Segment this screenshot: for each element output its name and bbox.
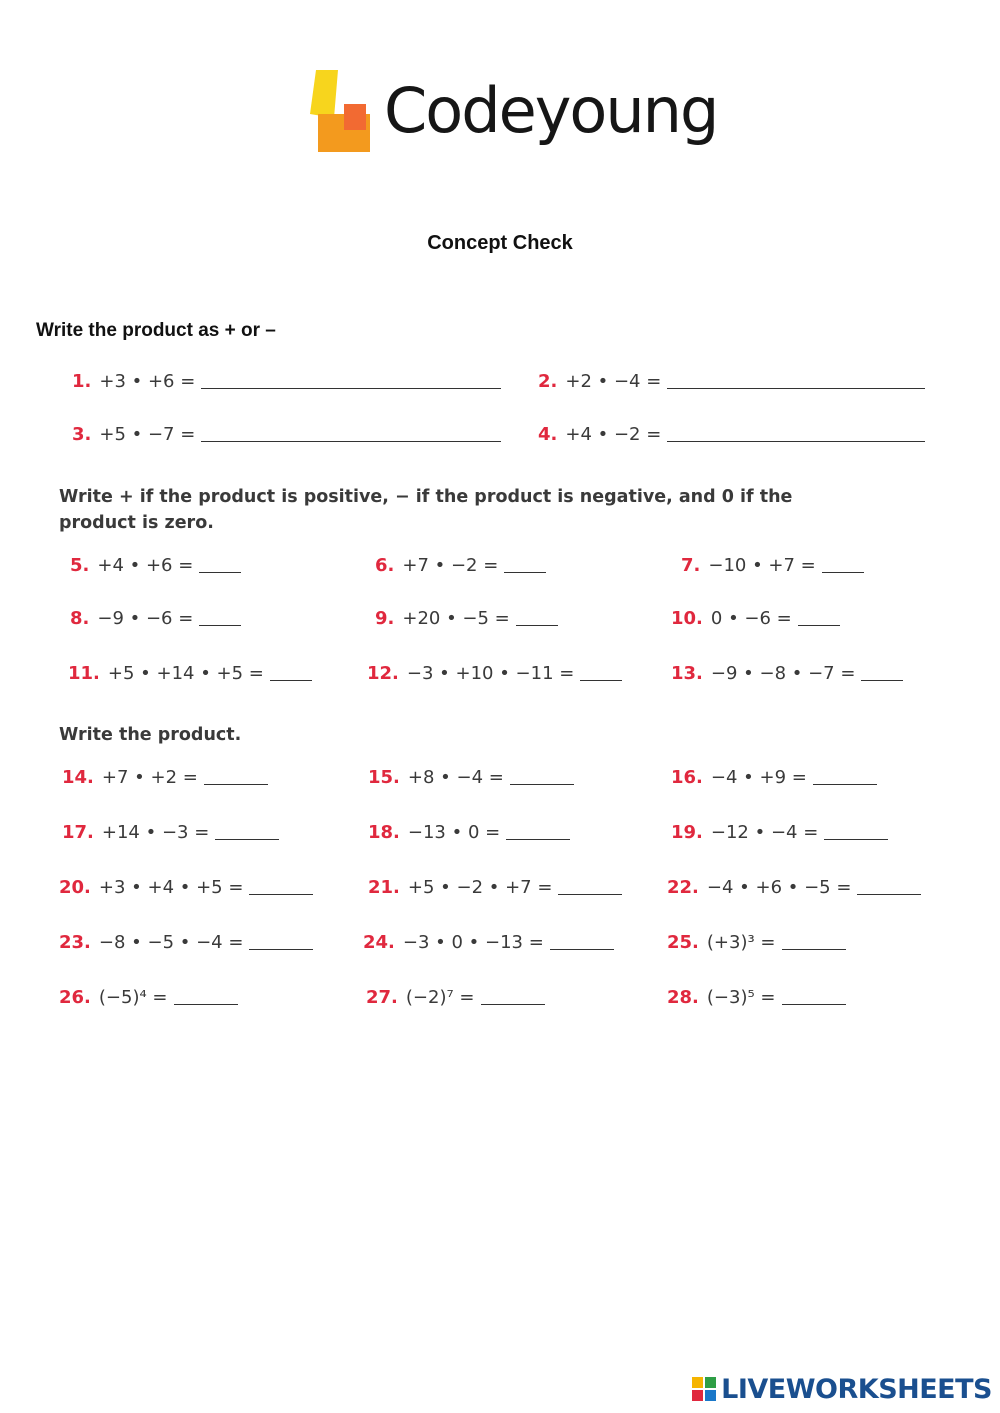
answer-blank[interactable]: [824, 838, 888, 840]
liveworksheets-logo-icon: [691, 1376, 717, 1402]
problem-number: 16.: [671, 767, 703, 788]
answer-blank[interactable]: [204, 783, 268, 785]
problem-number: 19.: [671, 822, 703, 843]
problem-expression: −4 • +9 =: [710, 767, 807, 788]
problem-expression: +3 • +6 =: [99, 371, 196, 392]
problem-18: [368, 815, 570, 843]
problem-12: [367, 656, 622, 684]
problem-expression: (+3)³ =: [706, 932, 776, 953]
codeyoung-logo: [308, 66, 718, 166]
problem-expression: −13 • 0 =: [407, 822, 501, 843]
answer-blank[interactable]: [249, 893, 313, 895]
problem-6: [375, 548, 546, 576]
section2-instruction: Write + if the product is positive, − if the product is negative, and 0 if the product is zero.: [59, 487, 793, 533]
answer-blank[interactable]: [558, 893, 622, 895]
problem-number: 23.: [59, 932, 91, 953]
problem-9: [375, 601, 558, 629]
problem-expression: −4 • +6 • −5 =: [706, 877, 852, 898]
problem-10: [671, 601, 840, 629]
problem-expression: −3 • 0 • −13 =: [402, 932, 544, 953]
problem-number: 2.: [538, 371, 558, 392]
problem-expression: +4 • −2 =: [565, 424, 662, 445]
problem-number: 7.: [681, 555, 701, 576]
problem-number: 9.: [375, 608, 395, 629]
problem-number: 8.: [70, 608, 90, 629]
problem-number: 21.: [368, 877, 400, 898]
problem-25: [667, 925, 846, 953]
problem-20: [59, 870, 313, 898]
problem-expression: 0 • −6 =: [710, 608, 792, 629]
problem-expression: +7 • −2 =: [402, 555, 499, 576]
problem-number: 28.: [667, 987, 699, 1008]
answer-blank[interactable]: [506, 838, 570, 840]
answer-blank[interactable]: [174, 1003, 238, 1005]
answer-blank[interactable]: [798, 624, 840, 626]
problem-expression: −12 • −4 =: [710, 822, 819, 843]
problem-22: [667, 870, 921, 898]
problem-expression: −9 • −6 =: [97, 608, 194, 629]
problem-27: [366, 980, 545, 1008]
answer-blank[interactable]: [510, 783, 574, 785]
problem-expression: +5 • −7 =: [99, 424, 196, 445]
problem-number: 5.: [70, 555, 90, 576]
problem-19: [671, 815, 888, 843]
answer-blank[interactable]: [201, 440, 501, 442]
problem-expression: −10 • +7 =: [708, 555, 816, 576]
answer-blank[interactable]: [667, 440, 925, 442]
problem-number: 27.: [366, 987, 398, 1008]
problem-number: 11.: [68, 663, 100, 684]
answer-blank[interactable]: [516, 624, 558, 626]
codeyoung-logo-mark-icon: [308, 66, 372, 156]
problem-number: 18.: [368, 822, 400, 843]
problem-24: [363, 925, 614, 953]
answer-blank[interactable]: [199, 624, 241, 626]
problem-15: [368, 760, 574, 788]
problem-5: [70, 548, 241, 576]
problem-26: [59, 980, 238, 1008]
problem-16: [671, 760, 877, 788]
problem-number: 20.: [59, 877, 91, 898]
problem-expression: +4 • +6 =: [97, 555, 194, 576]
answer-blank[interactable]: [782, 1003, 846, 1005]
problem-number: 24.: [363, 932, 395, 953]
problem-number: 26.: [59, 987, 91, 1008]
answer-blank[interactable]: [667, 387, 925, 389]
problem-2: [538, 364, 925, 392]
problem-expression: +20 • −5 =: [402, 608, 510, 629]
answer-blank[interactable]: [813, 783, 877, 785]
answer-blank[interactable]: [249, 948, 313, 950]
problem-number: 22.: [667, 877, 699, 898]
problem-number: 1.: [72, 371, 92, 392]
problem-expression: (−3)⁵ =: [706, 987, 776, 1008]
problem-1: [72, 364, 501, 392]
problem-21: [368, 870, 622, 898]
problem-expression: +8 • −4 =: [407, 767, 504, 788]
page-title: Concept Check: [427, 232, 573, 254]
answer-blank[interactable]: [822, 571, 864, 573]
problem-number: 4.: [538, 424, 558, 445]
problem-28: [667, 980, 846, 1008]
answer-blank[interactable]: [861, 679, 903, 681]
answer-blank[interactable]: [782, 948, 846, 950]
answer-blank[interactable]: [215, 838, 279, 840]
liveworksheets-watermark: [691, 1373, 992, 1405]
answer-blank[interactable]: [857, 893, 921, 895]
section1-instruction: Write the product as + or –: [36, 320, 276, 341]
problem-13: [671, 656, 903, 684]
problem-expression: (−2)⁷ =: [405, 987, 475, 1008]
answer-blank[interactable]: [270, 679, 312, 681]
problem-expression: −9 • −8 • −7 =: [710, 663, 856, 684]
problem-number: 25.: [667, 932, 699, 953]
problem-14: [62, 760, 268, 788]
logo-wordmark: Codeyoung: [384, 74, 718, 147]
answer-blank[interactable]: [199, 571, 241, 573]
problem-number: 10.: [671, 608, 703, 629]
answer-blank[interactable]: [550, 948, 614, 950]
problem-number: 17.: [62, 822, 94, 843]
section3-instruction: Write the product.: [59, 725, 242, 745]
answer-blank[interactable]: [481, 1003, 545, 1005]
problem-number: 14.: [62, 767, 94, 788]
problem-expression: +2 • −4 =: [565, 371, 662, 392]
problem-expression: +5 • −2 • +7 =: [407, 877, 553, 898]
problem-7: [681, 548, 864, 576]
problem-expression: +14 • −3 =: [101, 822, 210, 843]
problem-11: [68, 656, 312, 684]
problem-number: 6.: [375, 555, 395, 576]
problem-expression: +7 • +2 =: [101, 767, 198, 788]
problem-4: [538, 417, 925, 445]
problem-expression: −3 • +10 • −11 =: [406, 663, 575, 684]
problem-expression: −8 • −5 • −4 =: [98, 932, 244, 953]
footer-brand: LIVEWORKSHEETS: [721, 1373, 992, 1405]
problem-3: [72, 417, 501, 445]
problem-number: 15.: [368, 767, 400, 788]
problem-number: 13.: [671, 663, 703, 684]
problem-number: 12.: [367, 663, 399, 684]
problem-23: [59, 925, 313, 953]
problem-expression: +5 • +14 • +5 =: [107, 663, 264, 684]
problem-expression: +3 • +4 • +5 =: [98, 877, 244, 898]
problem-17: [62, 815, 279, 843]
problem-8: [70, 601, 241, 629]
answer-blank[interactable]: [580, 679, 622, 681]
answer-blank[interactable]: [504, 571, 546, 573]
problem-number: 3.: [72, 424, 92, 445]
answer-blank[interactable]: [201, 387, 501, 389]
problem-expression: (−5)⁴ =: [98, 987, 168, 1008]
